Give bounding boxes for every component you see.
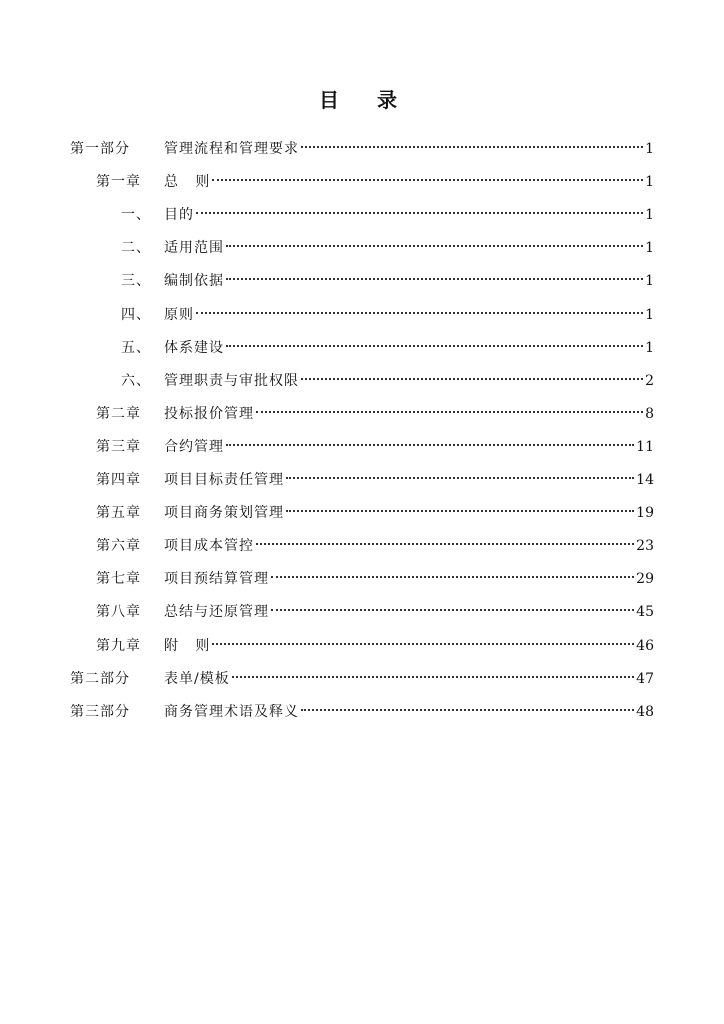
dot-leader (196, 212, 643, 214)
toc-entry-label: 第八章 (96, 604, 141, 621)
dot-leader (196, 312, 643, 314)
toc-entry-title: 项目预结算管理 (164, 571, 269, 588)
toc-entry-page-number: 48 (636, 703, 654, 720)
toc-entry-line (164, 463, 654, 497)
dot-leader (301, 378, 643, 380)
dot-leader (212, 179, 643, 181)
toc-entry[interactable] (0, 562, 724, 596)
toc-entry[interactable] (0, 463, 724, 497)
toc-entry-label: 第九章 (96, 637, 141, 654)
toc-entry-label: 第六章 (96, 538, 141, 555)
toc-entry-title: 总 则 (164, 174, 211, 191)
toc-entry-line (164, 430, 654, 464)
toc-entry-title: 目的 (164, 207, 194, 224)
toc-entry-line (164, 331, 654, 365)
toc-entry-line (164, 264, 654, 298)
toc-entry-page-number: 8 (645, 405, 654, 422)
toc-entry-line (164, 165, 654, 199)
toc-entry-label: 第三章 (96, 438, 141, 455)
toc-entry[interactable] (0, 595, 724, 629)
toc-entry-line (164, 397, 654, 431)
toc-entry-label: 第七章 (96, 571, 141, 588)
toc-entry-label: 第一章 (96, 174, 141, 191)
toc-entry-title: 管理职责与审批权限 (164, 372, 299, 389)
toc-entry[interactable] (0, 629, 724, 663)
dot-leader (256, 543, 634, 545)
toc-entry[interactable] (0, 529, 724, 563)
toc-entry[interactable] (0, 662, 724, 696)
toc-entry[interactable] (0, 430, 724, 464)
toc-entry-label: 四、 (121, 306, 151, 323)
toc-entry-label: 五、 (121, 339, 151, 356)
toc-entry[interactable] (0, 264, 724, 298)
toc-entry-line (164, 231, 654, 265)
dot-leader (271, 609, 634, 611)
toc-entry[interactable] (0, 496, 724, 530)
toc-entry-label: 第四章 (96, 472, 141, 488)
toc-entry[interactable] (0, 132, 724, 166)
dot-leader (286, 477, 634, 479)
dot-leader (286, 510, 634, 512)
toc-entry-title: 附 则 (164, 637, 211, 654)
toc-entry[interactable] (0, 397, 724, 431)
toc-entry-label: 六、 (121, 372, 151, 389)
page-title (0, 84, 724, 113)
dot-leader (301, 146, 643, 148)
dot-leader (226, 345, 643, 347)
toc-entry[interactable] (0, 695, 724, 729)
dot-leader (226, 245, 643, 247)
toc-entry-line (164, 364, 654, 398)
toc-entry-label: 一、 (121, 207, 151, 224)
toc-entry-line (164, 629, 654, 663)
toc-entry-line (164, 595, 654, 629)
toc-entry-title: 商务管理术语及释义 (164, 703, 299, 720)
toc-entry-title: 体系建设 (164, 339, 224, 356)
toc-entry-title: 编制依据 (164, 273, 224, 290)
toc-entry-page-number: 2 (645, 372, 654, 389)
toc-entry-title: 原则 (164, 306, 194, 323)
toc-entry-page-number: 1 (645, 141, 654, 157)
toc-entry-label: 三、 (121, 273, 151, 290)
dot-leader (232, 676, 634, 678)
toc-entry-title: 总结与还原管理 (164, 604, 269, 621)
toc-entry-label: 第五章 (96, 505, 141, 522)
toc-entry-page-number: 1 (645, 207, 654, 224)
toc-entry[interactable] (0, 331, 724, 365)
toc-entry-title: 适用范围 (164, 240, 224, 257)
toc-entry-page-number: 1 (645, 339, 654, 356)
dot-leader (212, 643, 634, 645)
toc-entry-label: 第二部分 (70, 670, 130, 687)
toc-entry-page-number: 45 (636, 604, 654, 621)
toc-entry-page-number: 19 (636, 505, 654, 522)
toc-entry-page-number: 14 (636, 472, 654, 488)
dot-leader (226, 278, 643, 280)
toc-entry-line (164, 298, 654, 332)
toc-entry-line (164, 695, 654, 729)
toc-entry[interactable] (0, 231, 724, 265)
toc-entry-label: 第三部分 (70, 703, 130, 720)
toc-entry-title: 项目目标责任管理 (164, 472, 284, 488)
toc-entry-page-number: 1 (645, 306, 654, 323)
toc-entry-line (164, 132, 654, 166)
toc-entry-line (164, 529, 654, 563)
dot-leader (301, 709, 634, 711)
toc-entry-page-number: 29 (636, 571, 654, 588)
toc-entry-page-number: 46 (636, 637, 654, 654)
toc-entry[interactable] (0, 364, 724, 398)
dot-leader (226, 444, 634, 446)
toc-entry[interactable] (0, 198, 724, 232)
toc-entry-page-number: 1 (645, 240, 654, 257)
toc-entry-label: 第一部分 (70, 141, 130, 157)
page-title-text: 目 录 (319, 88, 405, 112)
toc-entry-title: 合约管理 (164, 438, 224, 455)
toc-entry-label: 二、 (121, 240, 151, 257)
toc-entry-page-number: 11 (636, 438, 654, 455)
toc-entry-page-number: 23 (636, 538, 654, 555)
toc-entry-page-number: 1 (645, 273, 654, 290)
toc-entry-line (164, 562, 654, 596)
dot-leader (256, 411, 643, 413)
toc-entry-page-number: 47 (636, 670, 654, 687)
toc-entry-line (164, 198, 654, 232)
toc-entry-title: 管理流程和管理要求 (164, 141, 299, 157)
toc-entry[interactable] (0, 165, 724, 199)
toc-entry-title: 项目商务策划管理 (164, 505, 284, 522)
toc-entry-line (164, 496, 654, 530)
toc-entry[interactable] (0, 298, 724, 332)
dot-leader (271, 576, 634, 578)
toc-entry-title: 投标报价管理 (164, 405, 254, 422)
toc-entry-title: 表单/模板 (164, 670, 230, 687)
toc-entry-label: 第二章 (96, 405, 141, 422)
toc-entry-line (164, 662, 654, 696)
toc-entry-title: 项目成本管控 (164, 538, 254, 555)
toc-entry-page-number: 1 (645, 174, 654, 191)
